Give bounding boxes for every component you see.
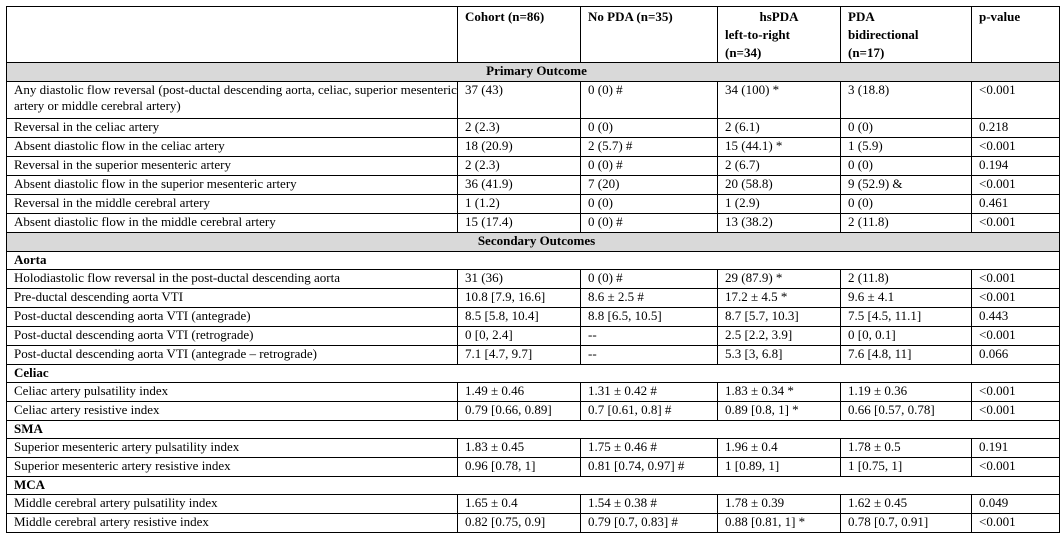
section-title: Primary Outcome bbox=[7, 63, 1060, 82]
cohort-value: 1.65 ± 0.4 bbox=[458, 495, 581, 514]
no-pda-value: 0.7 [0.61, 0.8] # bbox=[581, 402, 718, 421]
category-row bbox=[7, 421, 1060, 439]
no-pda-value: 7 (20) bbox=[581, 176, 718, 195]
hspda-value: 17.2 ± 4.5 * bbox=[718, 289, 841, 308]
cohort-value: 37 (43) bbox=[458, 82, 581, 119]
outcome-label: Pre-ductal descending aorta VTI bbox=[7, 289, 458, 308]
bidirectional-value: 1.62 ± 0.45 bbox=[841, 495, 972, 514]
bidirectional-value: 1.78 ± 0.5 bbox=[841, 439, 972, 458]
hspda-value: 13 (38.2) bbox=[718, 214, 841, 233]
category-row bbox=[7, 252, 1060, 270]
header-hspda-line1: hsPDA bbox=[759, 9, 799, 24]
table-row bbox=[7, 383, 1060, 402]
p-value: 0.443 bbox=[972, 308, 1060, 327]
bidirectional-value: 0 (0) bbox=[841, 195, 972, 214]
cohort-value: 15 (17.4) bbox=[458, 214, 581, 233]
header-hspda bbox=[718, 7, 841, 63]
no-pda-value: 0 (0) # bbox=[581, 157, 718, 176]
p-value: <0.001 bbox=[972, 138, 1060, 157]
header-cohort: Cohort (n=86) bbox=[458, 7, 581, 63]
bidirectional-value: 7.5 [4.5, 11.1] bbox=[841, 308, 972, 327]
no-pda-value: 0.79 [0.7, 0.83] # bbox=[581, 514, 718, 533]
section-title: Secondary Outcomes bbox=[7, 233, 1060, 252]
table-row bbox=[7, 138, 1060, 157]
cohort-value: 10.8 [7.9, 16.6] bbox=[458, 289, 581, 308]
table-row bbox=[7, 346, 1060, 365]
header-hspda-line2: left-to-right bbox=[725, 27, 790, 42]
no-pda-value: -- bbox=[581, 346, 718, 365]
bidirectional-value: 0 [0, 0.1] bbox=[841, 327, 972, 346]
bidirectional-value: 1 [0.75, 1] bbox=[841, 458, 972, 477]
hspda-value: 0.88 [0.81, 1] * bbox=[718, 514, 841, 533]
no-pda-value: 0 (0) # bbox=[581, 270, 718, 289]
category-row bbox=[7, 477, 1060, 495]
no-pda-value: 0 (0) # bbox=[581, 214, 718, 233]
header-row bbox=[7, 7, 1060, 63]
outcome-label: Middle cerebral artery resistive index bbox=[7, 514, 458, 533]
cohort-value: 36 (41.9) bbox=[458, 176, 581, 195]
hspda-value: 1.96 ± 0.4 bbox=[718, 439, 841, 458]
p-value: <0.001 bbox=[972, 383, 1060, 402]
outcome-label: Absent diastolic flow in the middle cerebral artery bbox=[7, 214, 458, 233]
cohort-value: 31 (36) bbox=[458, 270, 581, 289]
header-bidirectional-line2: bidirectional bbox=[848, 27, 919, 42]
cohort-value: 8.5 [5.8, 10.4] bbox=[458, 308, 581, 327]
table-row bbox=[7, 308, 1060, 327]
hspda-value: 2 (6.1) bbox=[718, 119, 841, 138]
category-title: Celiac bbox=[7, 365, 1060, 383]
header-no-pda: No PDA (n=35) bbox=[581, 7, 718, 63]
p-value: <0.001 bbox=[972, 270, 1060, 289]
p-value: <0.001 bbox=[972, 214, 1060, 233]
no-pda-value: 0 (0) # bbox=[581, 82, 718, 119]
table-row bbox=[7, 327, 1060, 346]
outcome-label: Reversal in the middle cerebral artery bbox=[7, 195, 458, 214]
cohort-value: 0 [0, 2.4] bbox=[458, 327, 581, 346]
section-separator bbox=[7, 233, 1060, 252]
section-separator bbox=[7, 63, 1060, 82]
outcome-label: Any diastolic flow reversal (post-ductal descending aorta, celiac, superior mesenteric artery or middle cerebral artery) bbox=[7, 82, 458, 119]
p-value: 0.461 bbox=[972, 195, 1060, 214]
outcome-label: Post-ductal descending aorta VTI (antegrade – retrograde) bbox=[7, 346, 458, 365]
bidirectional-value: 1 (5.9) bbox=[841, 138, 972, 157]
outcome-label: Holodiastolic flow reversal in the post-ductal descending aorta bbox=[7, 270, 458, 289]
outcome-label: Post-ductal descending aorta VTI (antegrade) bbox=[7, 308, 458, 327]
header-bidirectional-line1: PDA bbox=[848, 9, 875, 24]
bidirectional-value: 0.66 [0.57, 0.78] bbox=[841, 402, 972, 421]
hspda-value: 15 (44.1) * bbox=[718, 138, 841, 157]
hspda-value: 5.3 [3, 6.8] bbox=[718, 346, 841, 365]
table-row bbox=[7, 270, 1060, 289]
table-row bbox=[7, 402, 1060, 421]
table-row bbox=[7, 176, 1060, 195]
no-pda-value: 8.8 [6.5, 10.5] bbox=[581, 308, 718, 327]
no-pda-value: 1.31 ± 0.42 # bbox=[581, 383, 718, 402]
no-pda-value: 8.6 ± 2.5 # bbox=[581, 289, 718, 308]
table-row bbox=[7, 119, 1060, 138]
hspda-value: 2.5 [2.2, 3.9] bbox=[718, 327, 841, 346]
no-pda-value: 0 (0) bbox=[581, 195, 718, 214]
bidirectional-value: 0 (0) bbox=[841, 157, 972, 176]
header-hspda-line3: (n=34) bbox=[725, 45, 762, 60]
p-value: 0.191 bbox=[972, 439, 1060, 458]
bidirectional-value: 2 (11.8) bbox=[841, 270, 972, 289]
hspda-value: 34 (100) * bbox=[718, 82, 841, 119]
p-value: <0.001 bbox=[972, 289, 1060, 308]
table-row bbox=[7, 82, 1060, 119]
bidirectional-value: 9.6 ± 4.1 bbox=[841, 289, 972, 308]
cohort-value: 0.96 [0.78, 1] bbox=[458, 458, 581, 477]
no-pda-value: 1.54 ± 0.38 # bbox=[581, 495, 718, 514]
header-bidirectional-line3: (n=17) bbox=[848, 45, 885, 60]
cohort-value: 0.82 [0.75, 0.9] bbox=[458, 514, 581, 533]
hspda-value: 2 (6.7) bbox=[718, 157, 841, 176]
hspda-value: 8.7 [5.7, 10.3] bbox=[718, 308, 841, 327]
p-value: <0.001 bbox=[972, 514, 1060, 533]
hspda-value: 0.89 [0.8, 1] * bbox=[718, 402, 841, 421]
bidirectional-value: 2 (11.8) bbox=[841, 214, 972, 233]
outcome-label: Reversal in the celiac artery bbox=[7, 119, 458, 138]
no-pda-value: 1.75 ± 0.46 # bbox=[581, 439, 718, 458]
outcome-label: Middle cerebral artery pulsatility index bbox=[7, 495, 458, 514]
p-value: <0.001 bbox=[972, 82, 1060, 119]
hspda-value: 1 (2.9) bbox=[718, 195, 841, 214]
table-row bbox=[7, 439, 1060, 458]
cohort-value: 1 (1.2) bbox=[458, 195, 581, 214]
table-row bbox=[7, 458, 1060, 477]
no-pda-value: 0.81 [0.74, 0.97] # bbox=[581, 458, 718, 477]
header-blank bbox=[7, 7, 458, 63]
outcome-label: Celiac artery pulsatility index bbox=[7, 383, 458, 402]
category-title: SMA bbox=[7, 421, 1060, 439]
outcome-label: Absent diastolic flow in the celiac artery bbox=[7, 138, 458, 157]
table-row bbox=[7, 495, 1060, 514]
outcomes-table bbox=[6, 6, 1060, 533]
p-value: 0.194 bbox=[972, 157, 1060, 176]
p-value: <0.001 bbox=[972, 458, 1060, 477]
p-value: <0.001 bbox=[972, 402, 1060, 421]
bidirectional-value: 9 (52.9) & bbox=[841, 176, 972, 195]
p-value: 0.218 bbox=[972, 119, 1060, 138]
bidirectional-value: 7.6 [4.8, 11] bbox=[841, 346, 972, 365]
cohort-value: 18 (20.9) bbox=[458, 138, 581, 157]
outcome-label: Celiac artery resistive index bbox=[7, 402, 458, 421]
bidirectional-value: 1.19 ± 0.36 bbox=[841, 383, 972, 402]
table-row bbox=[7, 214, 1060, 233]
p-value: <0.001 bbox=[972, 327, 1060, 346]
cohort-value: 0.79 [0.66, 0.89] bbox=[458, 402, 581, 421]
table-row bbox=[7, 157, 1060, 176]
outcome-label: Absent diastolic flow in the superior mesenteric artery bbox=[7, 176, 458, 195]
no-pda-value: 2 (5.7) # bbox=[581, 138, 718, 157]
cohort-value: 7.1 [4.7, 9.7] bbox=[458, 346, 581, 365]
table-row bbox=[7, 289, 1060, 308]
hspda-value: 20 (58.8) bbox=[718, 176, 841, 195]
outcome-label: Superior mesenteric artery resistive index bbox=[7, 458, 458, 477]
hspda-value: 1.78 ± 0.39 bbox=[718, 495, 841, 514]
bidirectional-value: 0.78 [0.7, 0.91] bbox=[841, 514, 972, 533]
bidirectional-value: 3 (18.8) bbox=[841, 82, 972, 119]
outcome-label: Reversal in the superior mesenteric artery bbox=[7, 157, 458, 176]
p-value: <0.001 bbox=[972, 176, 1060, 195]
bidirectional-value: 0 (0) bbox=[841, 119, 972, 138]
category-title: MCA bbox=[7, 477, 1060, 495]
hspda-value: 29 (87.9) * bbox=[718, 270, 841, 289]
cohort-value: 2 (2.3) bbox=[458, 157, 581, 176]
p-value: 0.066 bbox=[972, 346, 1060, 365]
table-row bbox=[7, 195, 1060, 214]
category-row bbox=[7, 365, 1060, 383]
hspda-value: 1 [0.89, 1] bbox=[718, 458, 841, 477]
outcome-label: Superior mesenteric artery pulsatility index bbox=[7, 439, 458, 458]
no-pda-value: 0 (0) bbox=[581, 119, 718, 138]
category-title: Aorta bbox=[7, 252, 1060, 270]
outcome-label: Post-ductal descending aorta VTI (retrograde) bbox=[7, 327, 458, 346]
cohort-value: 2 (2.3) bbox=[458, 119, 581, 138]
cohort-value: 1.49 ± 0.46 bbox=[458, 383, 581, 402]
table-row bbox=[7, 514, 1060, 533]
header-bidirectional bbox=[841, 7, 972, 63]
p-value: 0.049 bbox=[972, 495, 1060, 514]
hspda-value: 1.83 ± 0.34 * bbox=[718, 383, 841, 402]
header-p-value: p-value bbox=[972, 7, 1060, 63]
cohort-value: 1.83 ± 0.45 bbox=[458, 439, 581, 458]
no-pda-value: -- bbox=[581, 327, 718, 346]
